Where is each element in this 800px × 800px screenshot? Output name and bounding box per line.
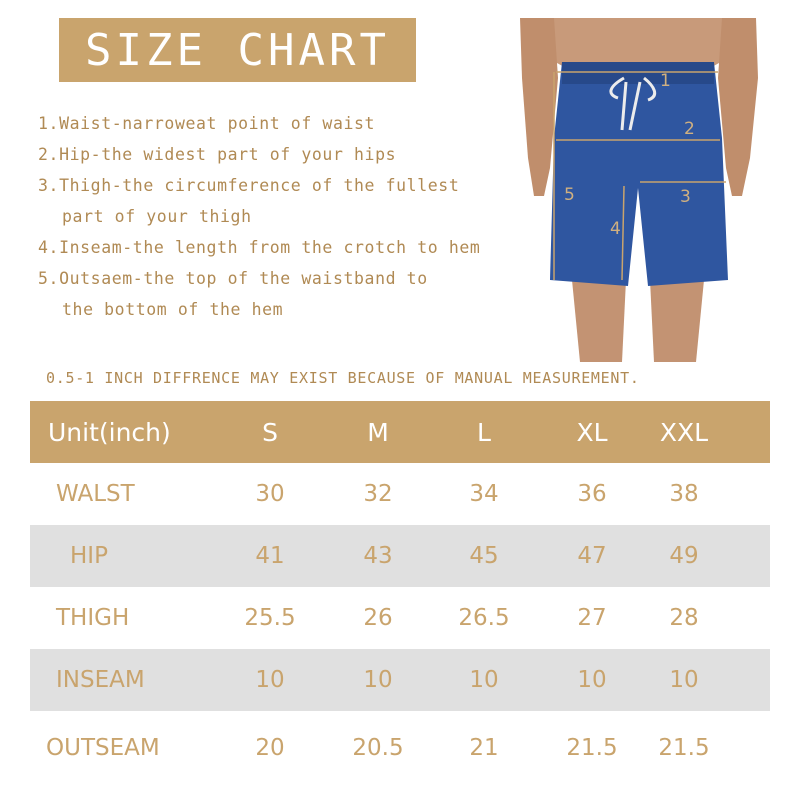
cell-l: 26.5 bbox=[458, 605, 510, 631]
cell-m: 32 bbox=[363, 481, 393, 507]
table-row-waist bbox=[30, 463, 770, 525]
table-row-thigh bbox=[30, 587, 770, 649]
cell-l: 21 bbox=[469, 735, 499, 761]
cell-xl: 47 bbox=[577, 543, 607, 569]
table-row-outseam bbox=[30, 711, 770, 785]
cell-xl: 27 bbox=[577, 605, 607, 631]
header-s: S bbox=[262, 417, 278, 447]
cell-xxl: 10 bbox=[669, 667, 699, 693]
model-left-arm bbox=[520, 18, 558, 196]
instruction-outseam: 5.Outsaem-the top of the waistband to bbox=[38, 269, 428, 288]
instruction-hip: 2.Hip-the widest part of your hips bbox=[38, 145, 397, 164]
cell-s: 41 bbox=[255, 543, 285, 569]
cell-m: 20.5 bbox=[352, 735, 404, 761]
header-l: L bbox=[477, 417, 491, 447]
row-label: INSEAM bbox=[56, 667, 145, 693]
cell-m: 26 bbox=[363, 605, 393, 631]
measure-label-1: 1 bbox=[660, 71, 671, 91]
cell-s: 25.5 bbox=[244, 605, 296, 631]
cell-l: 34 bbox=[469, 481, 499, 507]
instruction-thigh: 3.Thigh-the circumference of the fullest bbox=[38, 176, 460, 195]
shorts-model-photo bbox=[514, 18, 762, 362]
cell-m: 43 bbox=[363, 543, 393, 569]
cell-xxl: 28 bbox=[669, 605, 699, 631]
shorts bbox=[550, 62, 728, 286]
cell-s: 10 bbox=[255, 667, 285, 693]
row-label: WALST bbox=[56, 481, 135, 507]
cell-xxl: 49 bbox=[669, 543, 699, 569]
table-row-hip bbox=[30, 525, 770, 587]
cell-s: 20 bbox=[255, 735, 285, 761]
measurement-note: 0.5-1 INCH DIFFRENCE MAY EXIST BECAUSE OF MANUAL MEASUREMENT. bbox=[46, 369, 640, 387]
measure-label-5: 5 bbox=[564, 185, 575, 205]
row-label: HIP bbox=[70, 543, 108, 569]
measure-label-2: 2 bbox=[684, 119, 695, 139]
cell-xl: 36 bbox=[577, 481, 607, 507]
cell-l: 10 bbox=[469, 667, 499, 693]
cell-xl: 21.5 bbox=[566, 735, 618, 761]
instruction-outseam-cont: the bottom of the hem bbox=[62, 300, 284, 319]
model-left-leg bbox=[572, 280, 626, 362]
cell-xxl: 21.5 bbox=[658, 735, 710, 761]
cell-l: 45 bbox=[469, 543, 499, 569]
table-header-row bbox=[30, 401, 770, 463]
header-xxl: XXL bbox=[659, 417, 709, 447]
waistband bbox=[562, 62, 714, 84]
table-row-inseam bbox=[30, 649, 770, 711]
instruction-waist: 1.Waist-narroweat point of waist bbox=[38, 114, 376, 133]
measurement-instructions bbox=[38, 108, 528, 325]
size-chart-title: SIZE CHART bbox=[59, 18, 416, 82]
cell-s: 30 bbox=[255, 481, 285, 507]
cell-xxl: 38 bbox=[669, 481, 699, 507]
size-table bbox=[30, 401, 770, 785]
model-right-leg bbox=[650, 280, 704, 362]
model-torso bbox=[548, 18, 728, 68]
header-m: M bbox=[367, 417, 389, 447]
cell-xl: 10 bbox=[577, 667, 607, 693]
header-unit: Unit(inch) bbox=[48, 417, 171, 447]
instruction-inseam: 4.Inseam-the length from the crotch to hem bbox=[38, 238, 481, 257]
cell-m: 10 bbox=[363, 667, 393, 693]
measure-label-3: 3 bbox=[680, 187, 691, 207]
model-right-arm bbox=[718, 18, 758, 196]
row-label: THIGH bbox=[56, 605, 130, 631]
measure-label-4: 4 bbox=[610, 219, 621, 239]
row-label: OUTSEAM bbox=[46, 735, 160, 761]
header-xl: XL bbox=[576, 417, 608, 447]
instruction-thigh-cont: part of your thigh bbox=[62, 207, 252, 226]
